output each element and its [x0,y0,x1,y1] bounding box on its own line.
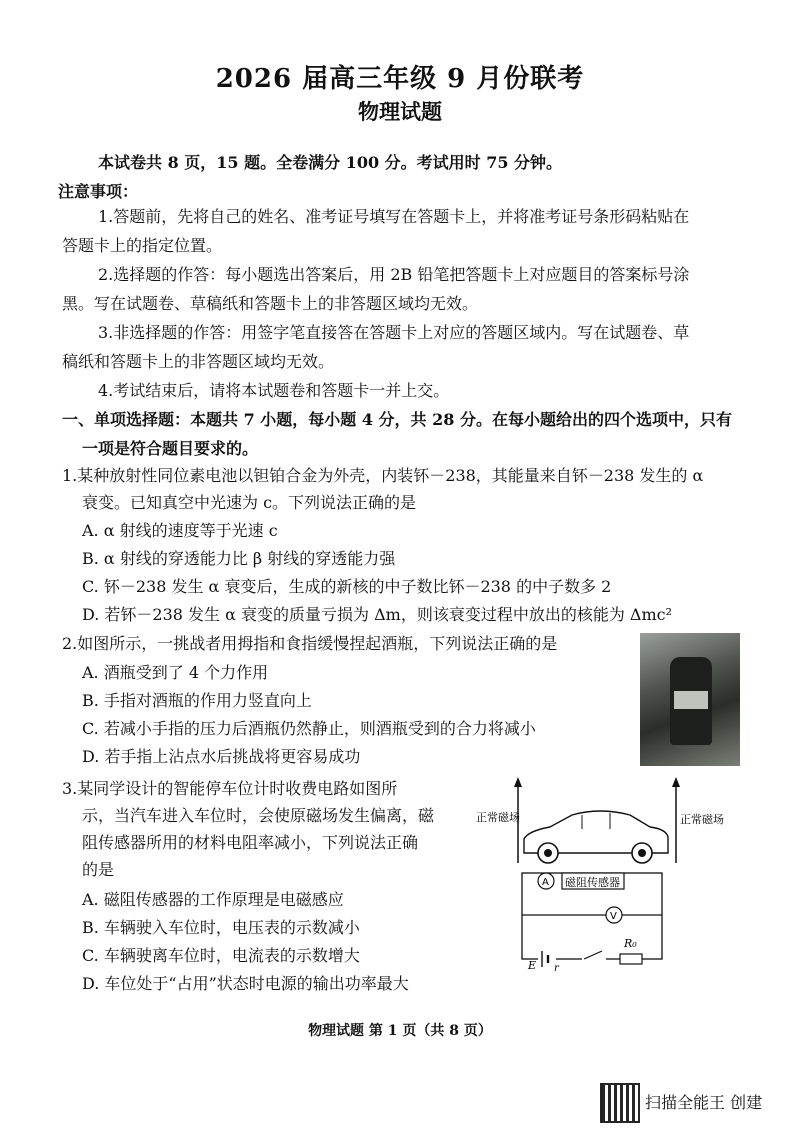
q2-option-d: D. 若手指上沾点水后挑战将更容易成功 [82,747,361,766]
q3-stem-cont: 阻传感器所用的材料电阻率减小，下列说法正确 [82,833,419,852]
q2-option-a: A. 酒瓶受到了 4 个力作用 [82,663,269,682]
subject-title: 物理试题 [358,99,442,124]
notice-heading: 注意事项： [58,182,139,201]
q3-option-b: B. 车辆驶入车位时，电压表的示数减小 [82,918,360,937]
parking-circuit-figure [476,775,750,975]
bottle-photo [640,633,740,766]
q1-stem: 1.某种放射性同位素电池以钽铂合金为外壳，内装钚－238，其能量来自钚－238 发生的 α [62,466,704,485]
section-heading-cont: 一项是符合题目要求的。 [82,439,259,458]
q1-option-a: A. α 射线的速度等于光速 c [82,521,278,540]
q1-option-c: C. 钚－238 发生 α 衰变后，生成的新核的中子数比钚－238 的中子数多 2 [82,577,612,596]
field-arrowhead-left [514,777,522,787]
q2-stem: 2.如图所示，一挑战者用拇指和食指缓慢捏起酒瓶，下列说法正确的是 [62,634,558,653]
q3-option-a: A. 磁阻传感器的工作原理是电磁感应 [82,890,344,909]
q3-option-c: C. 车辆驶离车位时，电流表的示数增大 [82,946,360,965]
notice-line: 1.答题前，先将自己的姓名、准考证号填写在答题卡上，并将准考证号条形码粘贴在 [98,207,690,226]
exam-intro: 本试卷共 8 页，15 题。全卷满分 100 分。考试用时 75 分钟。 [98,153,563,172]
q1-option-b: B. α 射线的穿透能力比 β 射线的穿透能力强 [82,549,396,568]
q1-option-d: D. 若钚－238 发生 α 衰变的质量亏损为 Δm，则该衰变过程中放出的核能为 Δmc² [82,605,673,624]
internal-resistance-label: r [554,963,559,974]
q2-option-b: B. 手指对酒瓶的作用力竖直向上 [82,691,312,710]
notice-line: 答题卡上的指定位置。 [62,236,223,255]
field-label-right: 正常磁场 [680,813,724,826]
q1-stem-cont: 衰变。已知真空中光速为 c。下列说法正确的是 [82,493,417,512]
scanner-watermark: 扫描全能王 创建 [645,1093,763,1112]
car-hub [638,849,646,857]
ammeter-label: A [542,877,549,888]
resistor-r0 [620,954,642,964]
q3-stem-cont: 示，当汽车进入车位时，会使原磁场发生偏离，磁 [82,806,435,825]
notice-line: 4.考试结束后，请将本试题卷和答题卡一并上交。 [98,381,450,400]
bottle-label [674,691,708,709]
notice-line: 稿纸和答题卡上的非答题区域均无效。 [62,352,335,371]
q2-option-c: C. 若减小手指的压力后酒瓶仍然静止，则酒瓶受到的合力将减小 [82,719,536,738]
notice-line: 3.非选择题的作答：用签字笔直接答在答题卡上对应的答题区域内。写在试题卷、草 [98,323,690,342]
q3-option-d: D. 车位处于“占用”状态时电源的输出功率最大 [82,974,409,993]
field-arrowhead-right [672,777,680,787]
q3-stem-cont: 的是 [82,860,115,879]
page-title: 2026 届高三年级 9 月份联考 [215,64,585,94]
notice-line: 黑。写在试题卷、草稿纸和答题卡上的非答题区域均无效。 [62,294,479,313]
notice-line: 2.选择题的作答：每小题选出答案后，用 2B 铅笔把答题卡上对应题目的答案标号涂 [98,265,690,284]
voltmeter-label: V [610,911,617,922]
car-hub [544,849,552,857]
q3-stem: 3.某同学设计的智能停车位计时收费电路如图所 [62,779,398,798]
page-footer: 物理试题 第 1 页（共 8 页） [308,1023,492,1039]
emf-label: E [528,959,537,972]
section-heading: 一、单项选择题：本题共 7 小题，每小题 4 分，共 28 分。在每小题给出的四个选项中，只有 [62,410,732,429]
sensor-label: 磁阻传感器 [565,876,620,889]
qr-code-icon [600,1083,640,1123]
resistor-label: R₀ [624,937,637,950]
field-label-left: 正常磁场 [476,811,520,824]
